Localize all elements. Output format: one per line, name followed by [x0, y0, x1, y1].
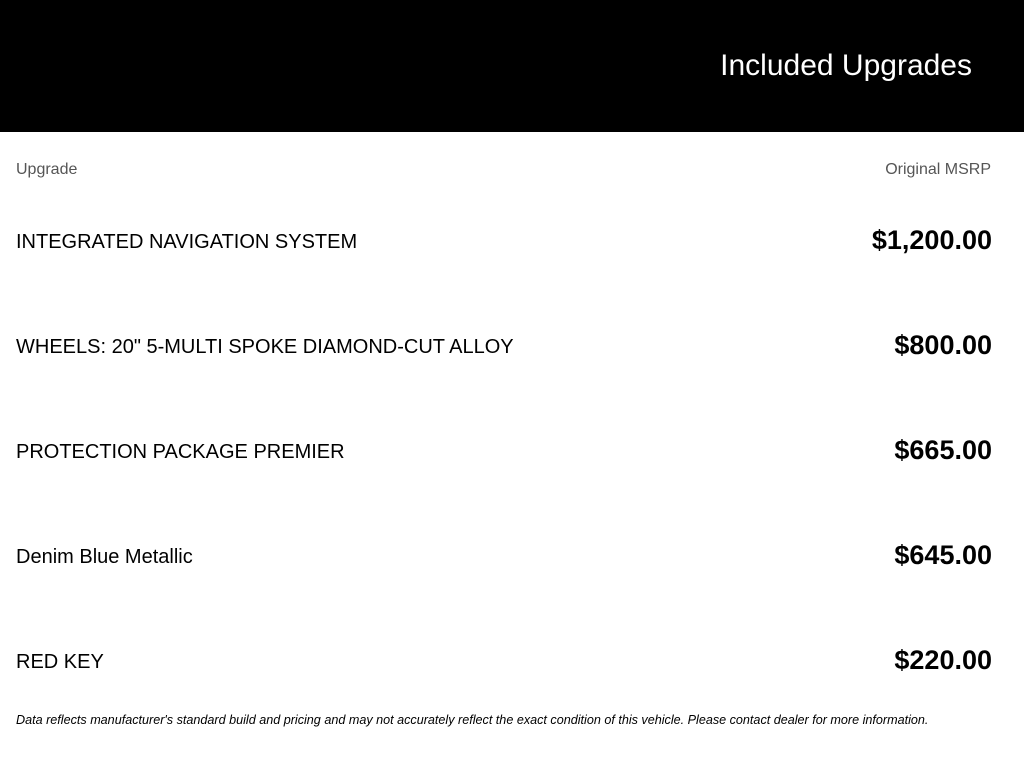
- upgrade-row: [0, 642, 1024, 682]
- upgrade-price: $665.00: [894, 435, 992, 465]
- upgrade-row: [0, 432, 1024, 472]
- disclaimer-text: Data reflects manufacturer's standard build and pricing and may not accurately reflect the exact condition of this vehicle. Please contact dealer for more information.: [16, 713, 929, 727]
- upgrade-price: $220.00: [894, 645, 992, 675]
- upgrade-name: Denim Blue Metallic: [16, 546, 193, 568]
- upgrade-price: $1,200.00: [871, 225, 992, 255]
- upgrade-name: RED KEY: [16, 651, 104, 673]
- upgrade-price: $645.00: [894, 540, 992, 570]
- upgrade-row: [0, 222, 1024, 262]
- upgrade-name: WHEELS: 20" 5-MULTI SPOKE DIAMOND-CUT ALLOY: [16, 336, 514, 358]
- upgrade-name: INTEGRATED NAVIGATION SYSTEM: [16, 231, 358, 253]
- page-title: Included Upgrades: [720, 49, 972, 82]
- column-header-msrp: Original MSRP: [885, 161, 991, 178]
- upgrade-row: [0, 537, 1024, 577]
- upgrade-name: PROTECTION PACKAGE PREMIER: [16, 441, 345, 463]
- column-header-upgrade: Upgrade: [16, 161, 78, 178]
- upgrade-price: $800.00: [894, 330, 992, 360]
- upgrade-row: [0, 327, 1024, 367]
- header-bar: [0, 0, 1024, 132]
